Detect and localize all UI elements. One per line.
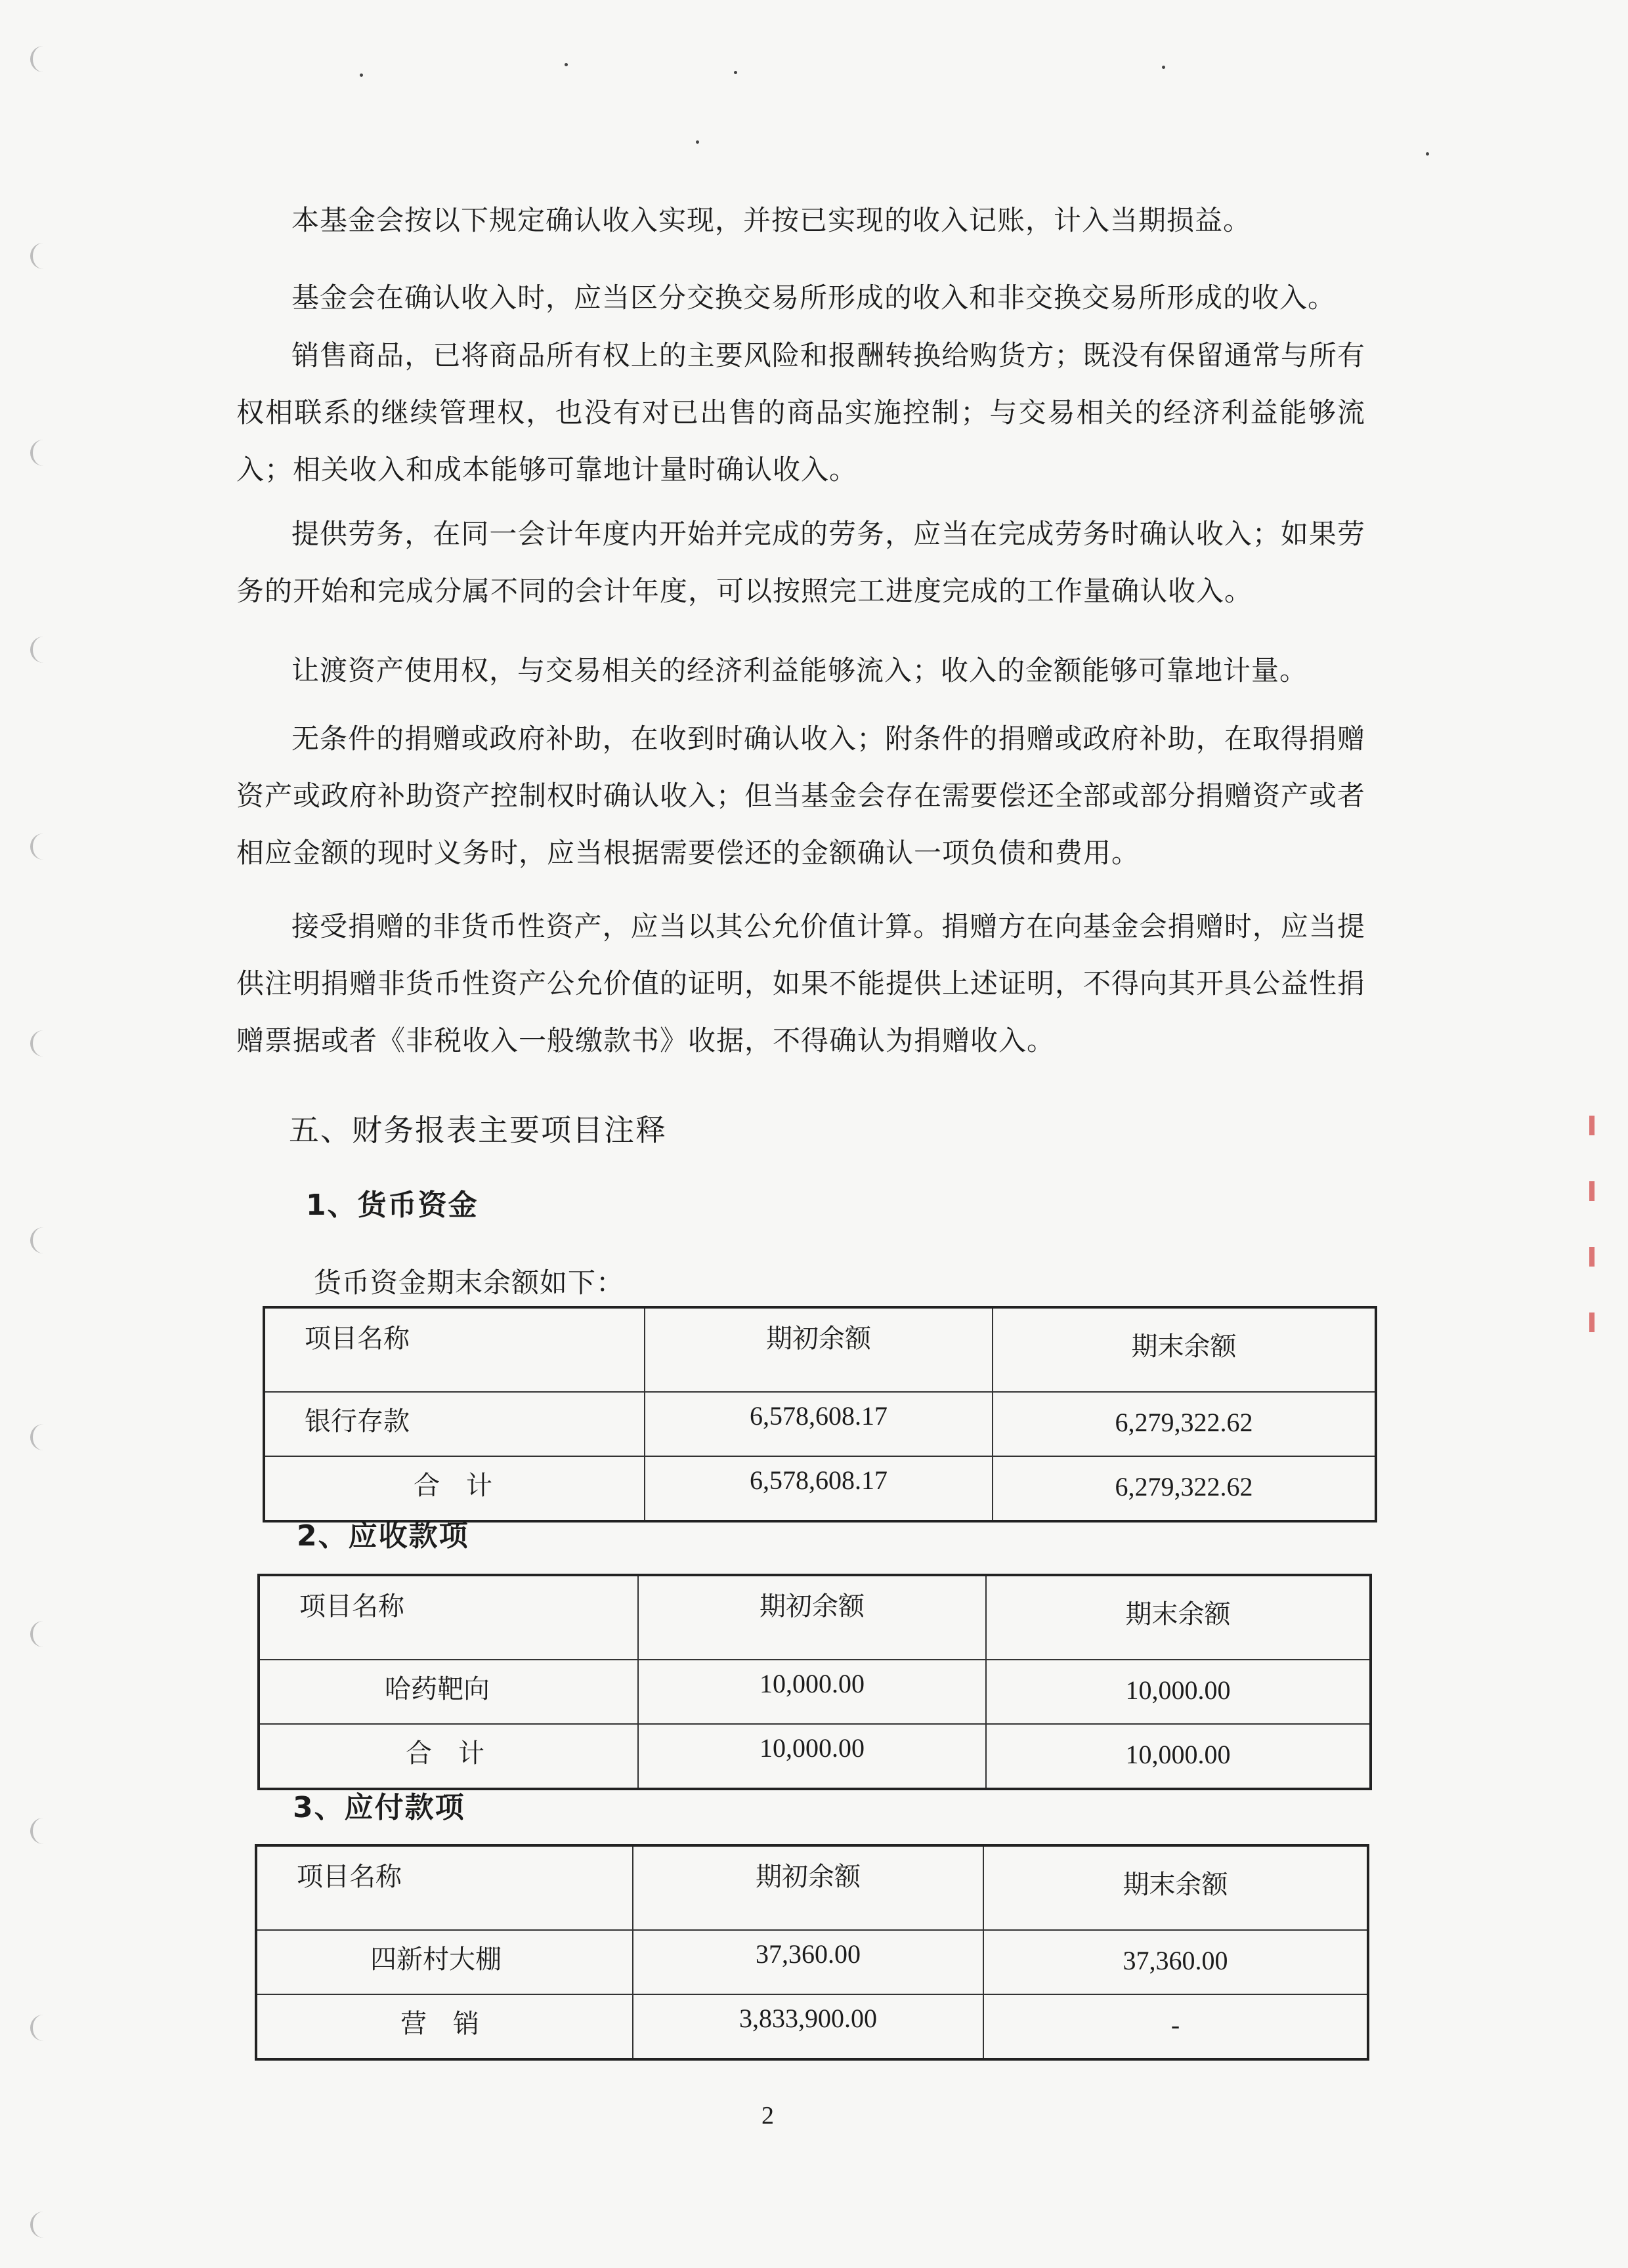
binder-hole: [30, 2212, 56, 2238]
row-item-name: 银行存款: [264, 1392, 645, 1456]
notes-section-title: 五、财务报表主要项目注释: [289, 1112, 667, 1148]
row-item-name: 合 计: [259, 1724, 638, 1789]
header-closing-balance: 期末余额: [986, 1575, 1371, 1660]
paragraph-services: 提供劳务，在同一会计年度内开始并完成的劳务，应当在完成劳务时确认收入；如果劳务的开始和完成分属不同的会计年度，可以按照完工进度完成的工作量确认收入。: [236, 518, 1365, 607]
payables-table: [255, 1844, 1369, 2061]
row-closing-balance: 6,279,322.62: [993, 1392, 1376, 1456]
table-row: [264, 1392, 1376, 1456]
header-item-name: 项目名称: [264, 1307, 645, 1392]
row-opening-balance: 37,360.00: [633, 1930, 983, 1994]
row-closing-balance: 6,279,322.62: [993, 1456, 1376, 1521]
binder-hole: [30, 2015, 56, 2041]
table-caption: 货币资金期末余额如下：: [314, 1267, 625, 1299]
header-item-name: 项目名称: [256, 1845, 633, 1930]
receivables-table: [257, 1574, 1372, 1790]
monetary-funds-table: [263, 1306, 1377, 1522]
binder-hole: [30, 637, 56, 663]
row-closing-balance: 37,360.00: [983, 1930, 1368, 1994]
binder-hole: [30, 440, 56, 466]
row-opening-balance: 6,578,608.17: [645, 1392, 993, 1456]
row-item-name: 四新村大棚: [256, 1930, 633, 1994]
paragraph-exchange-transactions: 基金会在确认收入时，应当区分交换交易所形成的收入和非交换交易所形成的收入。: [291, 282, 1337, 314]
seal-edge-mark: [1587, 1116, 1596, 1365]
paragraph-revenue-recognition: 本基金会按以下规定确认收入实现，并按已实现的收入记账，计入当期损益。: [291, 204, 1252, 236]
scan-speck: [1426, 152, 1429, 156]
binder-hole: [30, 1030, 56, 1057]
row-opening-balance: 10,000.00: [638, 1724, 986, 1789]
table-row: [256, 1930, 1368, 1994]
header-closing-balance: 期末余额: [983, 1845, 1368, 1930]
scan-speck: [734, 71, 737, 74]
binder-hole: [30, 1621, 56, 1647]
table-header-row: [264, 1307, 1376, 1392]
table-header-row: [259, 1575, 1371, 1660]
row-item-name: 营 销: [256, 1994, 633, 2059]
paragraph-donations-grants: 无条件的捐赠或政府补助，在收到时确认收入；附条件的捐赠或政府补助，在取得捐赠资产或政府补助资产控制权时确认收入；但当基金会存在需要偿还全部或部分捐赠资产或者相应金额的现时义务时，应当根据需要偿还的金额确认一项负债和费用。: [236, 723, 1366, 869]
scan-speck: [360, 74, 363, 77]
header-closing-balance: 期末余额: [993, 1307, 1376, 1392]
binder-hole: [30, 46, 56, 72]
page-number: 2: [761, 2102, 774, 2130]
table-row: [259, 1660, 1371, 1724]
scan-speck: [565, 63, 568, 66]
header-opening-balance: 期初余额: [638, 1575, 986, 1660]
table-row: [256, 1994, 1368, 2059]
row-closing-balance: 10,000.00: [986, 1724, 1371, 1789]
header-opening-balance: 期初余额: [645, 1307, 993, 1392]
table-total-row: [259, 1724, 1371, 1789]
binder-hole: [30, 1227, 56, 1253]
row-opening-balance: 10,000.00: [638, 1660, 986, 1724]
row-closing-balance: -: [983, 1994, 1368, 2059]
header-item-name: 项目名称: [259, 1575, 638, 1660]
subsection-title-payables: 3、应付款项: [293, 1791, 465, 1824]
subsection-title-receivables: 2、应收款项: [297, 1519, 469, 1553]
scan-speck: [1162, 66, 1165, 69]
paragraph-sale-of-goods: 销售商品，已将商品所有权上的主要风险和报酬转换给购货方；既没有保留通常与所有权相联系的继续管理权，也没有对已出售的商品实施控制；与交易相关的经济利益能够流入；相关收入和成本能够可靠地计量时确认收入。: [236, 339, 1365, 486]
header-opening-balance: 期初余额: [633, 1845, 983, 1930]
binder-hole: [30, 243, 56, 269]
table-header-row: [256, 1845, 1368, 1930]
binder-hole: [30, 1424, 56, 1450]
row-closing-balance: 10,000.00: [986, 1660, 1371, 1724]
paragraph-non-monetary-donations: 接受捐赠的非货币性资产，应当以其公允价值计算。捐赠方在向基金会捐赠时，应当提供注明捐赠非货币性资产公允价值的证明，如果不能提供上述证明，不得向其开具公益性捐赠票据或者《非税收入一般缴款书》收据，不得确认为捐赠收入。: [236, 910, 1366, 1057]
binder-hole: [30, 833, 56, 860]
row-opening-balance: 6,578,608.17: [645, 1456, 993, 1521]
paragraph-asset-use-rights: 让渡资产使用权，与交易相关的经济利益能够流入；收入的金额能够可靠地计量。: [291, 654, 1308, 686]
row-item-name: 合 计: [264, 1456, 645, 1521]
row-item-name: 哈药靶向: [259, 1660, 638, 1724]
scan-speck: [696, 140, 699, 144]
row-opening-balance: 3,833,900.00: [633, 1994, 983, 2059]
binder-hole: [30, 1818, 56, 1844]
subsection-title-monetary-funds: 1、货币资金: [306, 1188, 479, 1222]
